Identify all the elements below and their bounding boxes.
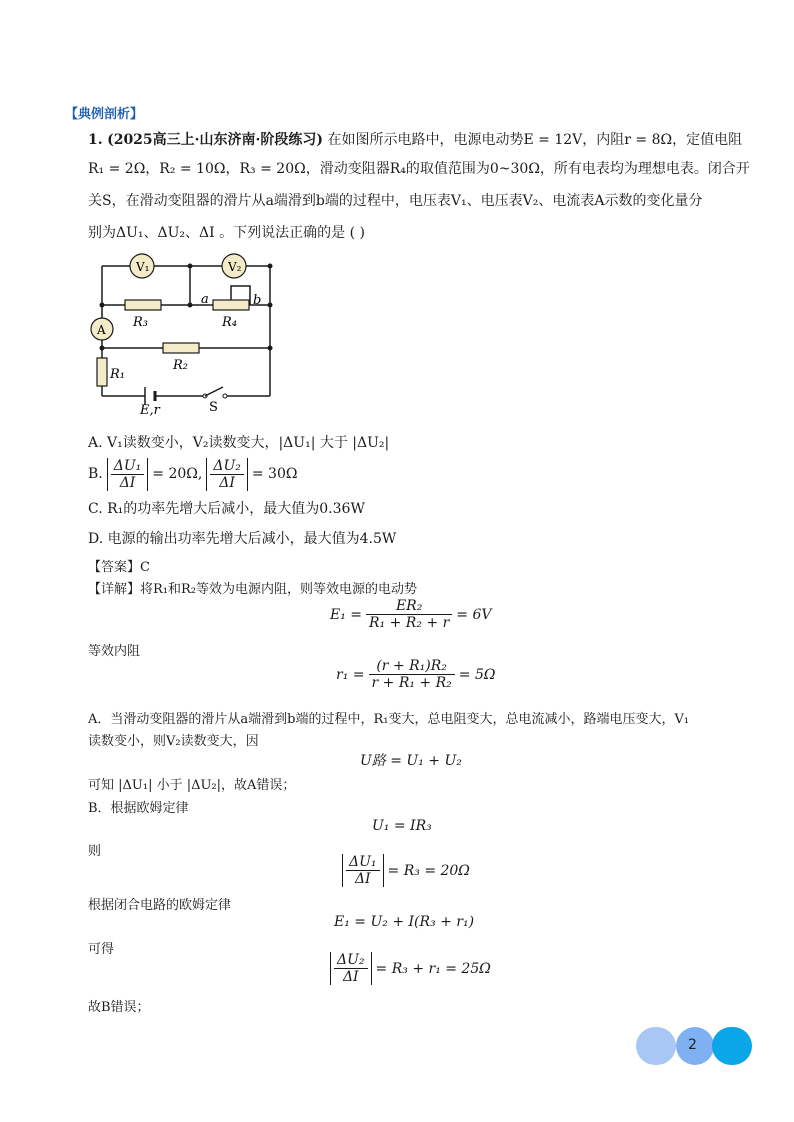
option-b — [88, 456, 297, 492]
eq7-num: ΔU₂ — [334, 952, 368, 969]
label-v2: V₂ — [228, 260, 242, 274]
equation-u1: U₁ = IR₃ — [372, 818, 432, 834]
eq5-rhs: = R₃ = 20Ω — [387, 862, 470, 879]
resistor-r4 — [213, 300, 249, 310]
eq1-den: R₁ + R₂ + r — [369, 615, 450, 631]
equation-du1-di — [342, 854, 470, 887]
equation-e1 — [330, 598, 491, 631]
option-a: A. V₁读数变小，V₂读数变大，|ΔU₁| 大于 |ΔU₂| — [88, 435, 390, 451]
resistor-r1 — [97, 358, 107, 386]
eq1-lhs: E₁ = — [330, 606, 363, 623]
ze-label: 则 — [88, 844, 102, 859]
question-number: 1. — [88, 132, 103, 148]
label-b-end: b — [253, 293, 262, 308]
question-line-2: R₁ = 2Ω，R₂ = 10Ω，R₃ = 20Ω，滑动变阻器R₄的取值范围为0~30Ω，所有电表均为理想电表。闭合开 — [88, 161, 750, 177]
part-b-line-1: B．根据欧姆定律 — [88, 801, 189, 816]
option-b-frac2-den: ΔI — [219, 474, 235, 491]
question-line-1 — [88, 129, 742, 149]
part-a-line-2: 读数变小，则V₂读数变大，因 — [88, 734, 259, 749]
option-d: D. 电源的输出功率先增大后减小，最大值为4.5W — [88, 531, 397, 547]
label-er: E,r — [140, 403, 160, 418]
option-b-val2: = 30Ω — [251, 466, 298, 482]
label-s: S — [209, 400, 218, 415]
eq5-den: ΔI — [354, 871, 371, 887]
option-b-prefix: B. — [88, 466, 103, 482]
option-b-frac2-num: ΔU₂ — [210, 458, 244, 475]
question-source: (2025高三上·山东济南·阶段练习) — [107, 132, 324, 148]
equiv-r-label: 等效内阻 — [88, 644, 141, 659]
resistor-r2 — [163, 343, 199, 353]
eq1-num: ER₂ — [366, 598, 452, 615]
option-b-frac1-den: ΔI — [119, 474, 136, 491]
section-title: 【典例剖析】 — [65, 107, 144, 122]
label-r1: R₁ — [110, 367, 125, 382]
label-r2: R₂ — [173, 358, 188, 373]
eq2-den: r + R₁ + R₂ — [371, 675, 452, 691]
eq5-num: ΔU₁ — [346, 854, 380, 871]
label-a: A — [97, 323, 106, 337]
answer: 【答案】C — [88, 560, 150, 575]
label-r4: R₄ — [222, 315, 237, 330]
eq7-rhs: = R₃ + r₁ = 25Ω — [375, 960, 491, 977]
equation-e1-closed: E₁ = U₂ + I(R₃ + r₁) — [334, 914, 475, 930]
part-b-end: 故B错误； — [88, 1000, 150, 1015]
eq2-num: (r + R₁)R₂ — [369, 658, 455, 675]
eq2-lhs: r₁ = — [336, 666, 365, 683]
kede-label: 可得 — [88, 942, 115, 957]
page-number: 2 — [688, 1037, 697, 1053]
equation-du2-di — [330, 952, 491, 985]
label-a-end: a — [201, 292, 209, 307]
question-text-1: 在如图所示电路中，电源电动势E = 12V，内阻r = 8Ω，定值电阻 — [327, 132, 743, 148]
closed-circuit-label: 根据闭合电路的欧姆定律 — [88, 898, 232, 913]
page-number-badge — [636, 1027, 752, 1065]
eq7-den: ΔI — [342, 969, 359, 985]
explain-intro: 【详解】将R₁和R₂等效为电源内阻，则等效电源的电动势 — [88, 582, 417, 597]
label-v1: V₁ — [136, 260, 150, 274]
label-r3: R₃ — [133, 315, 148, 330]
equation-r1 — [336, 658, 495, 691]
part-a-line-1: A．当滑动变阻器的滑片从a端滑到b端的过程中，R₁变大，总电阻变大，总电流减小，路端电压变大，V₁ — [88, 712, 690, 727]
question-line-3: 关S，在滑动变阻器的滑片从a端滑到b端的过程中，电压表V₁、电压表V₂、电流表A示数的变化量分 — [88, 193, 703, 209]
option-b-val1: = 20Ω, — [152, 466, 203, 482]
option-b-frac1-num: ΔU₁ — [111, 458, 145, 475]
eq2-rhs: = 5Ω — [458, 666, 496, 683]
part-a-line-3: 可知 |ΔU₁| 小于 |ΔU₂|，故A错误； — [88, 778, 296, 793]
resistor-r3 — [125, 300, 161, 310]
equation-u-road: U路 = U₁ + U₂ — [360, 753, 462, 769]
option-c: C. R₁的功率先增大后减小，最大值为0.36W — [88, 501, 365, 517]
question-line-4: 别为ΔU₁、ΔU₂、ΔI 。下列说法正确的是 ( ) — [88, 225, 365, 241]
eq1-rhs: = 6V — [456, 606, 492, 623]
circuit-diagram — [85, 248, 285, 418]
